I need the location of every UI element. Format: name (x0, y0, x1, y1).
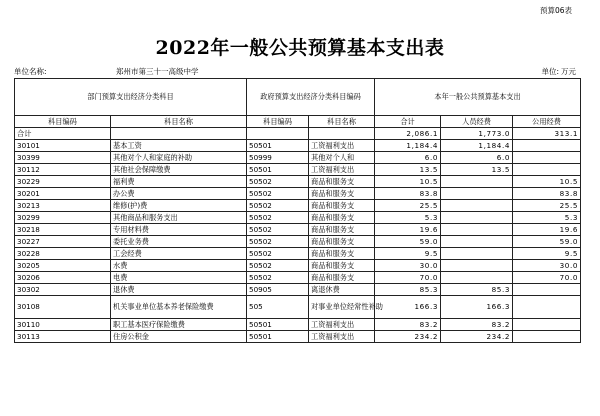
cell-dept-code: 30218 (15, 224, 111, 236)
budget-table (14, 78, 581, 343)
column-header: 科目编码 (15, 116, 111, 128)
page-title: 2022年一般公共预算基本支出表 (155, 37, 445, 59)
cell-public (513, 296, 581, 319)
cell-dept-code: 30108 (15, 296, 111, 319)
group-header-budget: 本年一般公共预算基本支出 (375, 79, 581, 116)
cell-public (513, 331, 581, 343)
cell-gov-code: 50502 (247, 236, 309, 248)
column-header: 人员经费 (441, 116, 513, 128)
cell-gov-code: 50999 (247, 152, 309, 164)
cell-gov-code: 50501 (247, 331, 309, 343)
cell-total: 2,086.1 (375, 128, 441, 140)
cell-personnel: 166.3 (441, 296, 513, 319)
cell-personnel: 13.5 (441, 164, 513, 176)
cell-dept-code: 30213 (15, 200, 111, 212)
cell-total: 5.3 (375, 212, 441, 224)
cell-personnel (441, 200, 513, 212)
cell-public (513, 319, 581, 331)
cell-dept-code: 30399 (15, 152, 111, 164)
cell-dept-name: 水费 (111, 260, 247, 272)
cell-dept-name: 委托业务费 (111, 236, 247, 248)
cell-total: 234.2 (375, 331, 441, 343)
table-body (15, 128, 581, 343)
cell-gov-code: 50501 (247, 140, 309, 152)
cell-public: 83.8 (513, 188, 581, 200)
table-row (15, 296, 581, 319)
cell-public (513, 164, 581, 176)
cell-total: 59.0 (375, 236, 441, 248)
cell-gov-name: 商品和服务支 (309, 212, 375, 224)
table-row (15, 260, 581, 272)
cell-gov-name: 商品和服务支 (309, 236, 375, 248)
cell-gov-name: 商品和服务支 (309, 260, 375, 272)
cell-gov-name: 商品和服务支 (309, 176, 375, 188)
cell-total: 70.0 (375, 272, 441, 284)
money-unit (541, 66, 578, 77)
group-header-gov: 政府预算支出经济分类科目编码 (247, 79, 375, 116)
table-row (15, 164, 581, 176)
cell-dept-name: 职工基本医疗保险缴费 (111, 319, 247, 331)
cell-dept-name: 基本工资 (111, 140, 247, 152)
cell-personnel (441, 224, 513, 236)
cell-gov-name (309, 128, 375, 140)
cell-gov-code: 50502 (247, 212, 309, 224)
column-header: 合计 (375, 116, 441, 128)
cell-total: 10.5 (375, 176, 441, 188)
cell-dept-name: 电费 (111, 272, 247, 284)
cell-personnel: 85.3 (441, 284, 513, 296)
group-header-row (15, 79, 581, 116)
cell-gov-name: 对事业单位经常性补助 (309, 296, 375, 319)
cell-total: 83.8 (375, 188, 441, 200)
cell-gov-name: 工资福利支出 (309, 164, 375, 176)
table-row (15, 331, 581, 343)
cell-total: 83.2 (375, 319, 441, 331)
cell-total: 166.3 (375, 296, 441, 319)
table-row (15, 212, 581, 224)
form-code: 预算06表 (539, 6, 572, 15)
cell-gov-code: 50502 (247, 224, 309, 236)
cell-gov-code: 50502 (247, 176, 309, 188)
cell-public: 25.5 (513, 200, 581, 212)
cell-total: 13.5 (375, 164, 441, 176)
column-header-row (15, 116, 581, 128)
cell-gov-code: 50501 (247, 319, 309, 331)
cell-gov-code: 50502 (247, 260, 309, 272)
cell-dept-name: 住房公积金 (111, 331, 247, 343)
cell-gov-name: 商品和服务支 (309, 248, 375, 260)
cell-dept-name: 工会经费 (111, 248, 247, 260)
cell-personnel: 1,773.0 (441, 128, 513, 140)
table-row (15, 248, 581, 260)
cell-personnel: 83.2 (441, 319, 513, 331)
cell-gov-code: 50502 (247, 200, 309, 212)
table-row (15, 188, 581, 200)
cell-dept-name: 机关事业单位基本养老保险缴费 (111, 296, 247, 319)
cell-dept-code: 30302 (15, 284, 111, 296)
cell-total: 85.3 (375, 284, 441, 296)
cell-public: 30.0 (513, 260, 581, 272)
cell-personnel (441, 188, 513, 200)
meta-row (14, 66, 590, 78)
cell-dept-code: 30227 (15, 236, 111, 248)
cell-dept-name: 办公费 (111, 188, 247, 200)
cell-gov-name: 离退休费 (309, 284, 375, 296)
cell-dept-name: 维修(护)费 (111, 200, 247, 212)
cell-personnel (441, 212, 513, 224)
cell-public: 313.1 (513, 128, 581, 140)
cell-total: 25.5 (375, 200, 441, 212)
table-row (15, 319, 581, 331)
cell-public: 5.3 (513, 212, 581, 224)
cell-gov-code: 50905 (247, 284, 309, 296)
table-row (15, 284, 581, 296)
cell-public (513, 284, 581, 296)
table-row (15, 224, 581, 236)
cell-gov-code: 50501 (247, 164, 309, 176)
cell-public: 70.0 (513, 272, 581, 284)
cell-public: 10.5 (513, 176, 581, 188)
money-unit-label: 单位: (541, 67, 559, 76)
cell-personnel (441, 272, 513, 284)
table-row (15, 152, 581, 164)
cell-total: 30.0 (375, 260, 441, 272)
cell-dept-code: 合计 (15, 128, 111, 140)
cell-personnel (441, 248, 513, 260)
cell-total: 19.6 (375, 224, 441, 236)
cell-dept-name: 福利费 (111, 176, 247, 188)
cell-dept-code: 30101 (15, 140, 111, 152)
cell-personnel (441, 260, 513, 272)
money-unit-value: 万元 (561, 67, 576, 76)
table-row (15, 200, 581, 212)
unit-name-label: 单位名称: (14, 67, 47, 76)
cell-dept-name: 其他商品和服务支出 (111, 212, 247, 224)
cell-gov-name: 商品和服务支 (309, 224, 375, 236)
cell-dept-code: 30112 (15, 164, 111, 176)
cell-gov-code: 50502 (247, 272, 309, 284)
cell-gov-code (247, 128, 309, 140)
table-row (15, 140, 581, 152)
table-row (15, 272, 581, 284)
table-row (15, 176, 581, 188)
cell-gov-name: 商品和服务支 (309, 272, 375, 284)
column-header: 科目名称 (309, 116, 375, 128)
cell-personnel: 234.2 (441, 331, 513, 343)
cell-dept-code: 30229 (15, 176, 111, 188)
cell-dept-code: 30299 (15, 212, 111, 224)
cell-gov-name: 工资福利支出 (309, 331, 375, 343)
cell-public: 9.5 (513, 248, 581, 260)
column-header: 公用经费 (513, 116, 581, 128)
cell-dept-name (111, 128, 247, 140)
cell-dept-code: 30228 (15, 248, 111, 260)
total-row (15, 128, 581, 140)
cell-gov-code: 50502 (247, 188, 309, 200)
cell-public (513, 140, 581, 152)
cell-gov-name: 商品和服务支 (309, 200, 375, 212)
cell-dept-code: 30113 (15, 331, 111, 343)
cell-gov-name: 工资福利支出 (309, 140, 375, 152)
cell-gov-name: 其他对个人和 (309, 152, 375, 164)
cell-dept-name: 专用材料费 (111, 224, 247, 236)
cell-total: 6.0 (375, 152, 441, 164)
cell-dept-name: 其他社会保障缴费 (111, 164, 247, 176)
cell-gov-name: 商品和服务支 (309, 188, 375, 200)
column-header: 科目名称 (111, 116, 247, 128)
cell-dept-code: 30205 (15, 260, 111, 272)
group-header-dept: 部门预算支出经济分类科目 (15, 79, 247, 116)
cell-dept-code: 30201 (15, 188, 111, 200)
table-row (15, 236, 581, 248)
cell-gov-code: 505 (247, 296, 309, 319)
unit-name-value: 郑州市第三十一高级中学 (116, 67, 199, 76)
cell-total: 9.5 (375, 248, 441, 260)
cell-public: 59.0 (513, 236, 581, 248)
cell-total: 1,184.4 (375, 140, 441, 152)
cell-public: 19.6 (513, 224, 581, 236)
cell-personnel (441, 236, 513, 248)
cell-dept-name: 其他对个人和家庭的补助 (111, 152, 247, 164)
cell-personnel (441, 176, 513, 188)
cell-personnel: 1,184.4 (441, 140, 513, 152)
cell-dept-code: 30206 (15, 272, 111, 284)
cell-public (513, 152, 581, 164)
cell-dept-code: 30110 (15, 319, 111, 331)
cell-dept-name: 退休费 (111, 284, 247, 296)
column-header: 科目编码 (247, 116, 309, 128)
cell-gov-name: 工资福利支出 (309, 319, 375, 331)
cell-gov-code: 50502 (247, 248, 309, 260)
cell-personnel: 6.0 (441, 152, 513, 164)
